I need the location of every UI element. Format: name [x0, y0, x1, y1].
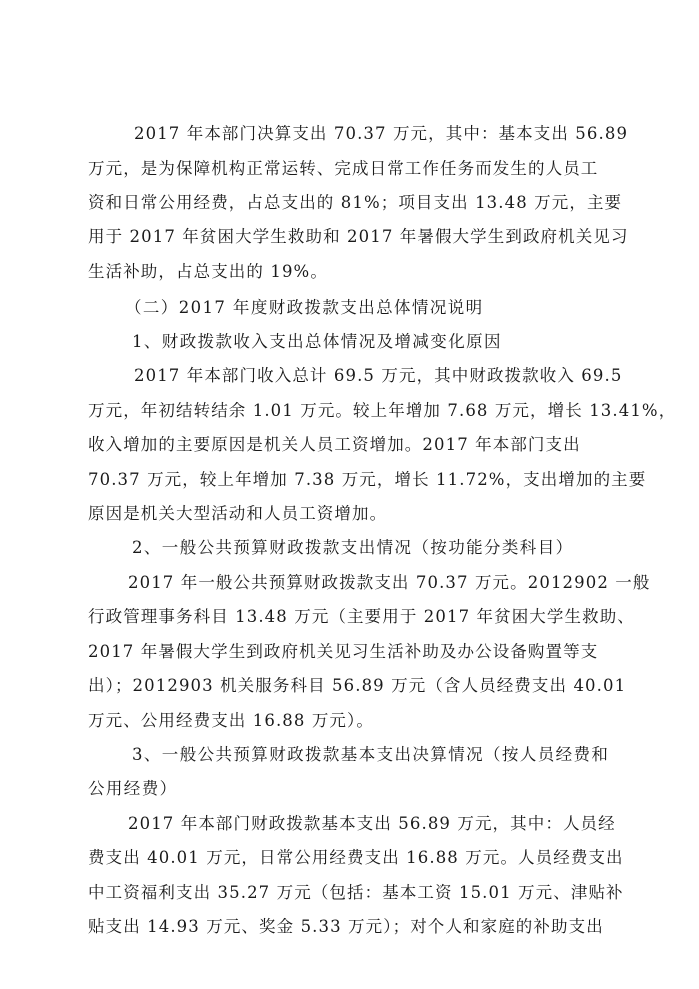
text-line: 万元，年初结转结余 1.01 万元。较上年增加 7.68 万元，增长 13.41%，	[88, 401, 677, 420]
subsection-heading: 2、一般公共预算财政拨款支出情况（按功能分类科目）	[132, 538, 574, 557]
text-line: 收入增加的主要原因是机关人员工资增加。2017 年本部门支出	[88, 435, 581, 454]
text-line: 中工资福利支出 35.27 万元（包括：基本工资 15.01 万元、津贴补	[88, 883, 624, 902]
text-line: 用于 2017 年贫困大学生救助和 2017 年暑假大学生到政府机关见习	[88, 227, 629, 246]
text-line: 原因是机关大型活动和人员工资增加。	[88, 504, 388, 523]
text-line: 贴支出 14.93 万元、奖金 5.33 万元）；对个人和家庭的补助支出	[88, 917, 604, 936]
text-line: 70.37 万元，较上年增加 7.38 万元，增长 11.72%，支出增加的主要	[88, 470, 647, 489]
text-line: 万元、公用经费支出 16.88 万元）。	[88, 711, 374, 730]
text-line: 生活补助，占总支出的 19%。	[88, 262, 328, 281]
subsection-heading-continued: 公用经费）	[88, 779, 178, 798]
text-line: 资和日常公用经费，占总支出的 81%；项目支出 13.48 万元，主要	[88, 193, 623, 212]
text-line: 万元，是为保障机构正常运转、完成日常工作任务而发生的人员工	[88, 159, 599, 178]
section-heading: （二）2017 年度财政拨款支出总体情况说明	[125, 298, 484, 317]
subsection-heading: 1、财政拨款收入支出总体情况及增减变化原因	[132, 332, 502, 351]
text-line: 2017 年本部门收入总计 69.5 万元，其中财政拨款收入 69.5	[134, 366, 623, 385]
text-line: 2017 年本部门财政拨款基本支出 56.89 万元，其中：人员经	[128, 814, 616, 833]
text-line: 费支出 40.01 万元，日常公用经费支出 16.88 万元。人员经费支出	[88, 848, 624, 867]
text-line: 出）；2012903 机关服务科目 56.89 万元（含人员经费支出 40.01	[88, 676, 627, 695]
subsection-heading: 3、一般公共预算财政拨款基本支出决算情况（按人员经费和	[132, 745, 610, 764]
text-line: 2017 年本部门决算支出 70.37 万元，其中：基本支出 56.89	[134, 124, 629, 143]
text-line: 2017 年一般公共预算财政拨款支出 70.37 万元。2012902 一般	[128, 573, 651, 592]
text-line: 行政管理事务科目 13.48 万元（主要用于 2017 年贫困大学生救助、	[88, 607, 635, 626]
text-line: 2017 年暑假大学生到政府机关见习生活补助及办公设备购置等支	[88, 642, 599, 661]
